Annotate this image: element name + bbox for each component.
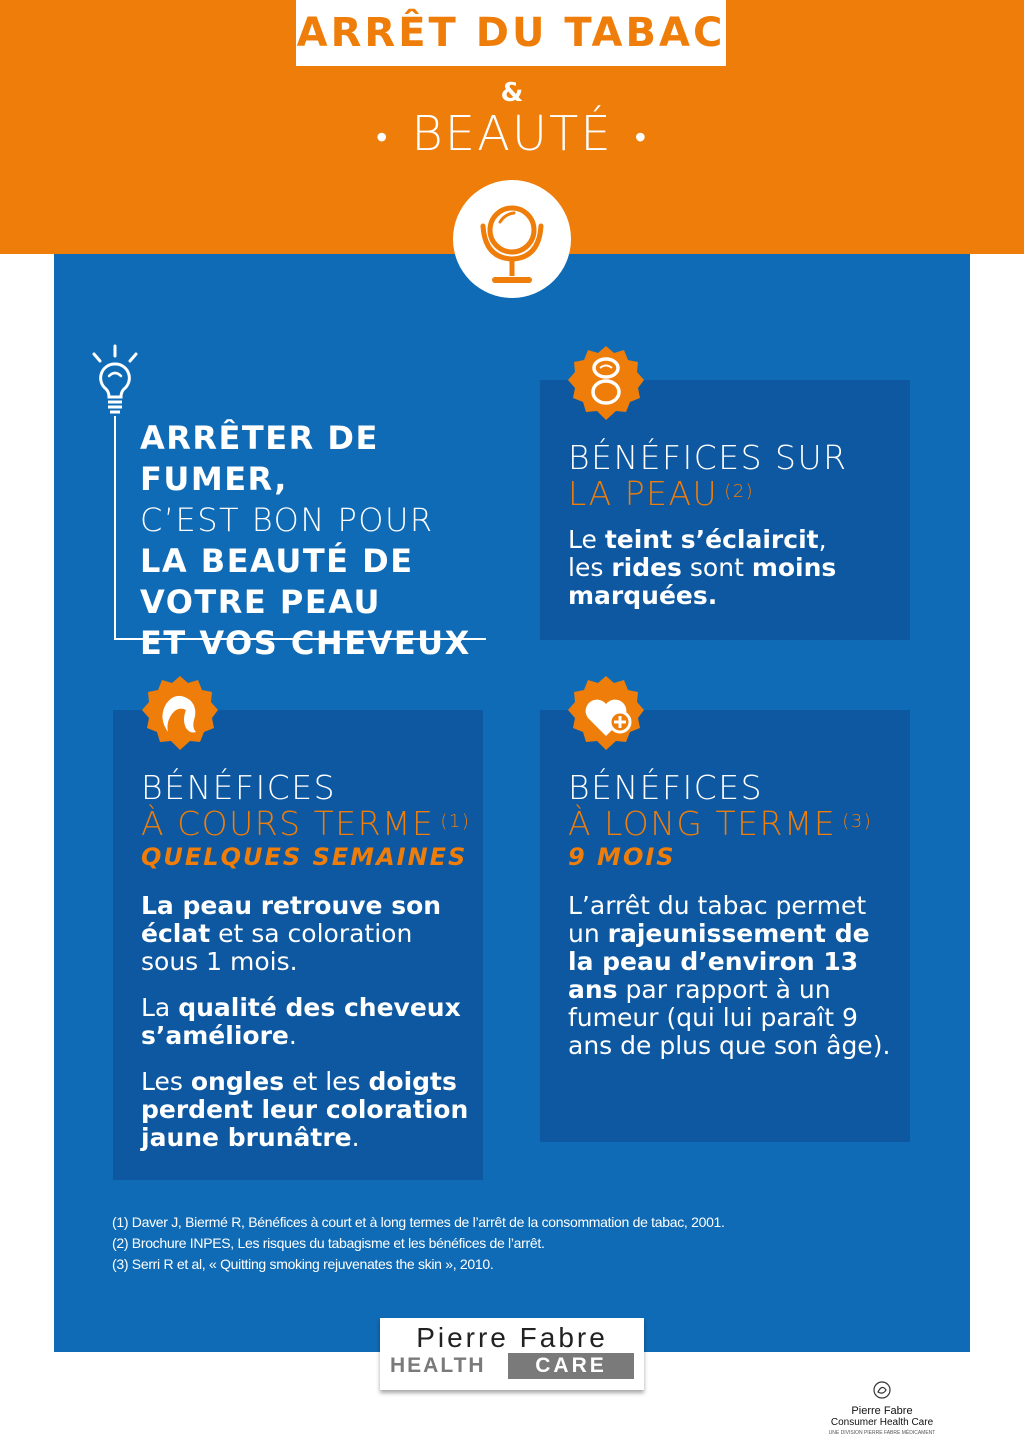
title-box <box>296 0 726 66</box>
skin-bold-2: rides <box>611 553 682 582</box>
subtitle-row <box>0 106 1024 162</box>
short-term-bold-3: ongles <box>190 1067 285 1096</box>
short-term-text-2: La <box>141 993 179 1022</box>
short-term-bold-2: qualité des cheveux s’améliore <box>141 993 461 1050</box>
short-term-text-3: . <box>288 1021 297 1050</box>
reference-1: (1) Daver J, Biermé R, Bénéfices à court et à long termes de l’arrêt de la consommation de tabac, 2001. <box>112 1214 725 1230</box>
mirror-icon <box>453 180 571 298</box>
long-term-heading <box>568 770 908 842</box>
skin-text-3: les <box>568 553 612 582</box>
short-term-text-4: Les <box>141 1067 191 1096</box>
page-subtitle: BEAUTÉ <box>411 106 613 162</box>
corporate-name: Pierre Fabre <box>851 1405 913 1417</box>
pierre-fabre-logo-icon <box>872 1380 892 1400</box>
short-term-text-5: et les <box>284 1067 369 1096</box>
short-term-heading-orange: À COURS TERME <box>141 804 435 843</box>
skin-body <box>568 526 898 610</box>
intro-statement <box>140 418 500 664</box>
short-term-subheading: QUELQUES SEMAINES <box>141 843 468 871</box>
mirror-badge <box>453 180 571 298</box>
bullet-right: • <box>634 118 648 156</box>
skin-text-1: Le <box>568 525 605 554</box>
short-term-heading <box>141 770 481 842</box>
skin-text-4: sont <box>681 553 752 582</box>
intro-border-vertical <box>114 416 116 640</box>
short-term-bold-4: doigts perdent leur coloration jaune brunâtre <box>141 1067 469 1152</box>
long-term-text-2: par rapport à un fumeur (qui lui paraît 9 ans de plus que son âge). <box>568 975 891 1060</box>
brand-logo-bar <box>390 1353 634 1379</box>
short-term-heading-white: BÉNÉFICES <box>141 768 337 807</box>
hair-icon <box>140 674 220 754</box>
corporate-signature <box>800 1380 964 1437</box>
long-term-heading-orange: À LONG TERME <box>568 804 837 843</box>
compact-powder-icon <box>566 344 646 424</box>
long-term-body <box>568 892 894 1060</box>
brand-logo-care: CARE <box>508 1353 634 1379</box>
short-term-text-1: et sa coloration sous 1 mois. <box>141 919 413 976</box>
intro-line-3: LA BEAUTÉ DE <box>140 542 414 580</box>
brand-logo-health: HEALTH <box>390 1354 486 1377</box>
skin-text-2: , <box>818 525 827 554</box>
lightbulb-icon <box>88 344 142 416</box>
skin-ref: (2) <box>724 481 755 502</box>
skin-heading-white: BÉNÉFICES SUR <box>568 438 848 477</box>
long-term-text-1: L’arrêt du tabac permet un <box>568 891 867 948</box>
bullet-left: • <box>376 118 390 156</box>
long-term-ref: (3) <box>842 811 873 832</box>
skin-heading-orange: LA PEAU <box>568 474 719 513</box>
skin-heading <box>568 440 898 512</box>
references <box>112 1212 952 1275</box>
short-term-body <box>141 892 471 1170</box>
short-term-ref: (1) <box>440 811 471 832</box>
skin-bold-1: teint s’éclaircit <box>604 525 819 554</box>
short-term-bold-1: La peau retrouve son éclat <box>141 891 442 948</box>
corporate-tagline: UNE DIVISION PIERRE FABRE MÉDICAMENT <box>828 1430 936 1436</box>
long-term-bold-1: rajeunissement de la peau d’environ 13 ans <box>568 919 870 1004</box>
reference-3: (3) Serri R et al, « Quitting smoking rejuvenates the skin », 2010. <box>112 1256 494 1272</box>
short-term-text-6: . <box>351 1123 360 1152</box>
skin-bold-3: moins marquées. <box>568 553 837 610</box>
brand-logo-name: Pierre Fabre <box>416 1322 608 1353</box>
ampersand: & <box>500 78 524 108</box>
reference-2: (2) Brochure INPES, Les risques du tabagisme et les bénéfices de l’arrêt. <box>112 1235 545 1251</box>
intro-line-5: ET VOS CHEVEUX <box>140 624 471 662</box>
intro-line-2: C’EST BON POUR <box>140 501 434 539</box>
page-title: ARRÊT DU TABAC <box>296 10 726 56</box>
heart-plus-icon <box>566 674 646 754</box>
long-term-heading-white: BÉNÉFICES <box>568 768 764 807</box>
intro-line-4: VOTRE PEAU <box>140 583 381 621</box>
long-term-subheading: 9 MOIS <box>568 843 676 871</box>
intro-line-1: ARRÊTER DE FUMER, <box>140 419 379 498</box>
corporate-division: Consumer Health Care <box>830 1417 934 1428</box>
